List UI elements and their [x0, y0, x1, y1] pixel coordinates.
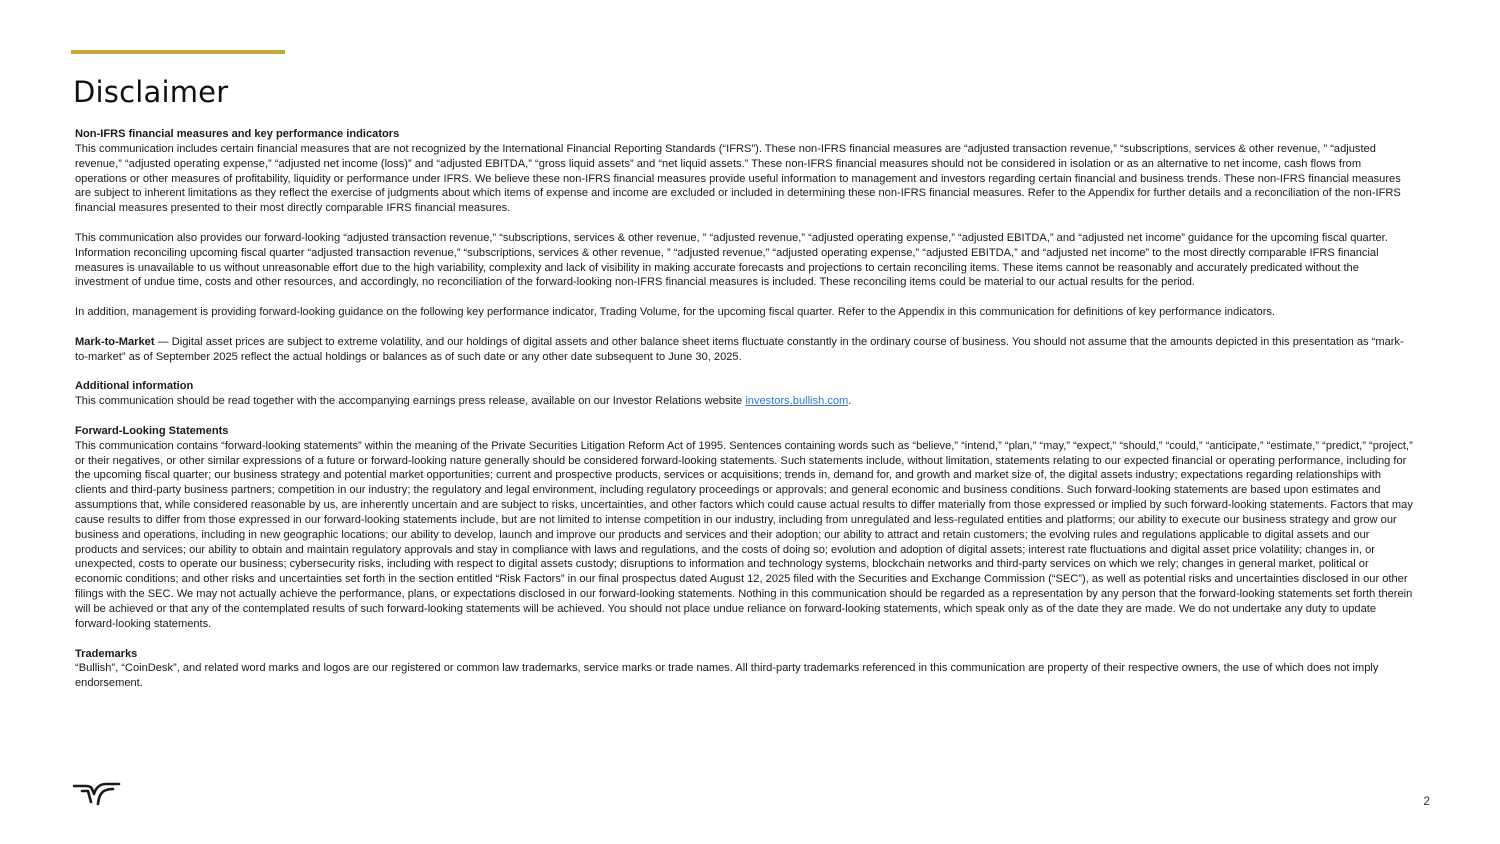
non-ifrs-paragraph-1: This communication includes certain financial measures that are not recognized by the International Financial Reporting Standards (“IFRS”). These non-IFRS financial measures are “adjusted transaction revenue,” “subscriptions, services & other revenue, ” “adjusted revenue,” “adjusted operating expense,” “adjusted net income (loss)” and “adjusted EBITDA,” “gross liquid assets” and “net liquid assets.” These non-IFRS financial measures should not be considered in isolation or as an alternative to net income, cash flows from operations or other measures of profitability, liquidity or performance under IFRS. We believe these non-IFRS financial measures provide useful information to management and investors regarding certain financial and business trends. These non-IFRS financial measures are subject to inherent limitations as they reflect the exercise of judgments about which items of expense and income are excluded or included in determining these non-IFRS financial measures. Refer to the Appendix for further details and a reconciliation of the non-IFRS financial measures presented to their most directly comparable IFRS financial measures.: [75, 142, 1401, 215]
bullish-logo-icon: [73, 780, 121, 806]
trademarks-body: “Bullish”, “CoinDesk”, and related word marks and logos are our registered or common law trademarks, service marks or trade names. All third-party trademarks referenced in this communication are property of their respective owners, the use of which does not imply endorsement.: [75, 662, 1379, 690]
disclaimer-content: [75, 127, 1415, 691]
non-ifrs-paragraph-2: This communication also provides our forward-looking “adjusted transaction revenue,” “subscriptions, services & other revenue, ” “adjusted revenue,” “adjusted operating expense,” “adjusted EBITDA,” and “adjusted net income” guidance for the upcoming fiscal quarter. Information reconciling upcoming fiscal quarter “adjusted transaction revenue,” “subscriptions, services & other revenue, ” “adjusted revenue,” “adjusted operating expense,” “adjusted EBITDA,” and “adjusted net income” to the most directly comparable IFRS financial measures is unavailable to us without unreasonable effort due to the high variability, complexity and lack of visibility in making accurate forecasts and projections to certain reconciling items. These items cannot be reasonably and accurately predicated without the investment of undue time, costs and other resources, and accordingly, no reconciliation of the forward-looking non-IFRS financial measures is included. These reconciling items could be material to our actual results for the period.: [75, 231, 1388, 289]
mark-to-market-section: [75, 335, 1415, 365]
trademarks-section: [75, 647, 1415, 692]
forward-looking-heading: Forward-Looking Statements: [75, 424, 229, 437]
non-ifrs-paragraph-3: In addition, management is providing forward-looking guidance on the following key performance indicator, Trading Volume, for the upcoming fiscal quarter. Refer to the Appendix in this communication for definitions of key performance indicators.: [75, 306, 1276, 319]
additional-information-period: .: [848, 395, 852, 408]
page-title: Disclaimer: [73, 75, 229, 109]
additional-information-heading: Additional information: [75, 380, 194, 393]
additional-information-body: This communication should be read together with the accompanying earnings press release, available on our Investor Relations website: [75, 395, 746, 408]
title-accent-bar: [71, 50, 285, 54]
mark-to-market-body: — Digital asset prices are subject to extreme volatility, and our holdings of digital assets and other balance sheet items fluctuate constantly in the ordinary course of business. You should not assume that the amounts depicted in this presentation as “mark-to-market” as of September 2025 reflect the actual holdings or balances as of such date or any other date subsequent to June 30, 2025.: [75, 335, 1404, 363]
forward-looking-section: [75, 424, 1415, 632]
forward-looking-body: This communication contains “forward-looking statements” within the meaning of the Private Securities Litigation Reform Act of 1995. Sentences containing words such as “believe,” “intend,” “plan,” “may,” “expect,” “should,” “could,” “anticipate,” “estimate,” “predict,” “project,” or their negatives, or other similar expressions of a future or forward-looking nature generally should be considered forward-looking statements. Such statements include, without limitation, statements relating to our expected financial or operating performance, including for the upcoming fiscal quarter; our business strategy and potential market opportunities; current and prospective products, services or acquisitions; trends in, demand for, and growth and market size of, the digital assets industry; expectations regarding relationships with clients and third-party business partners; competition in our industry; the regulatory and legal environment, including regulatory proceedings or approvals; and general economic and business conditions. Such forward-looking statements are based upon estimates and assumptions that, while considered reasonable by us, are inherently uncertain and are subject to risks, uncertainties, and other factors which could cause actual results to differ materially from those expressed or implied by such forward-looking statements. Factors that may cause results to differ from those expressed in our forward-looking statements include, but are not limited to intense competition in our industry, including from unregulated and less-regulated entities and platforms; our ability to execute our business strategy and grow our business and operations, including in new geographic locations; our ability to develop, launch and improve our products and services and their adoption; our ability to attract and retain customers; the evolving rules and regulations applicable to digital assets and our products and services; our ability to obtain and maintain regulatory approvals and stay in compliance with laws and regulations, and the costs of doing so; evolution and adoption of digital assets; interest rate fluctuations and digital asset price volatility; changes in, or unexpected, costs to operate our business; cybersecurity risks, including with respect to digital assets custody; disruptions to information and technology systems, blockchain networks and third-party services on which we rely; changes in general market, political or economic conditions; and other risks and uncertainties set forth in the section entitled “Risk Factors” in our final prospectus dated August 12, 2025 filed with the Securities and Exchange Commission (“SEC”), as well as potential risks and uncertainties disclosed in our other filings with the SEC. We may not actually achieve the performance, plans, or expectations disclosed in our forward-looking statements. Nothing in this communication should be regarded as a representation by any person that the forward-looking statements set forth therein will be achieved or that any of the contemplated results of such forward-looking statements will be achieved. You should not place undue reliance on forward-looking statements, which speak only as of the date they are made. We do not undertake any duty to update forward-looking statements.: [75, 439, 1413, 630]
investor-relations-link[interactable]: investors.bullish.com: [745, 395, 849, 408]
non-ifrs-heading: Non-IFRS financial measures and key performance indicators: [75, 128, 400, 140]
mark-to-market-heading: Mark-to-Market: [75, 335, 155, 348]
non-ifrs-section: [75, 127, 1415, 216]
page-number: 2: [1423, 794, 1430, 808]
additional-information-section: [75, 379, 1415, 409]
trademarks-heading: Trademarks: [75, 647, 138, 660]
